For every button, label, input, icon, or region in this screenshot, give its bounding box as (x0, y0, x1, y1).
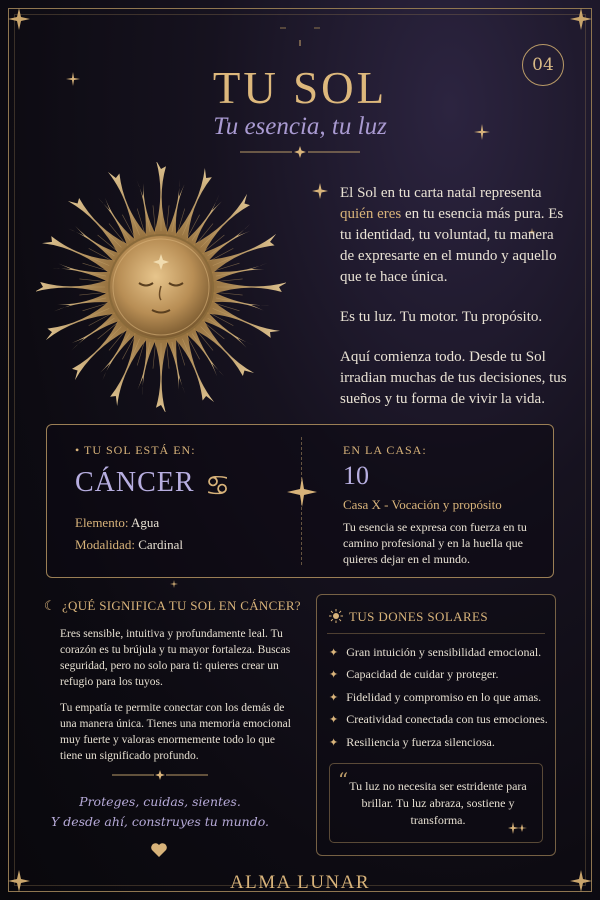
star-ornament-icon (287, 477, 317, 507)
brand-name: ALMA LUNAR (229, 872, 371, 893)
page-number: 04 (532, 55, 554, 75)
divider-ornament (240, 146, 360, 158)
gifts-list (329, 641, 549, 754)
star-bullet-icon: ✦ (329, 645, 339, 659)
sun-icon (329, 609, 343, 623)
sun-sign-label: • TU SOL ESTÁ EN: (75, 443, 196, 457)
crescent-moon-icon (280, 10, 320, 46)
intro-paragraph: Aquí comienza todo. Desde tu Sol irradian muchas de tus decisiones, tus sueños y tu forma de vivir la vida. (340, 349, 567, 407)
highlight-text: quién eres (340, 206, 402, 222)
meaning-paragraph: Tu empatía te permite conectar con los demás de una manera única. Tienes una memoria emocional muy fuerte y valoras enormemente todo lo que tiene un significado profundo. (60, 702, 291, 762)
star-bullet-icon: ✦ (329, 668, 339, 682)
meaning-quote: Proteges, cuidas, sientes. Y desde ahí, construyes tu mundo. (50, 794, 270, 829)
list-item: ✦ Creatividad conectada con tus emociones. (329, 712, 548, 727)
solar-gifts-card (316, 594, 556, 856)
crescent-moon-icon: ☾ (44, 599, 56, 614)
star-bullet-icon: ✦ (329, 713, 339, 727)
quote-mark-icon: “ (338, 768, 349, 792)
zodiac-sign-name: CÁNCER (75, 467, 195, 498)
modality-attribute: Modalidad: Cardinal (75, 537, 183, 552)
divider (327, 633, 545, 634)
list-item: ✦ Capacidad de cuidar y proteger. (329, 667, 499, 682)
heart-icon (150, 842, 168, 858)
star-bullet-icon (312, 183, 328, 199)
sparkle-icon (508, 822, 528, 834)
list-item: ✦ Gran intuición y sensibilidad emocional. (329, 644, 542, 659)
meaning-paragraph: Eres sensible, intuitiva y profundamente leal. Tu corazón es tu brújula y tu mayor fortaleza. Buscas seguridad, pero no solo para ti: quieres crear un refugio para los tuyos. (60, 628, 291, 688)
star-bullet-icon: ✦ (329, 690, 339, 704)
page-subtitle: Tu esencia, tu luz (213, 113, 387, 140)
gifts-heading: TUS DONES SOLARES (329, 609, 488, 625)
sparkle-icon (170, 580, 178, 588)
house-number: 10 (343, 461, 369, 490)
divider-ornament (112, 770, 208, 780)
intro-text (340, 183, 570, 429)
list-item: ✦ Resiliencia y fuerza silenciosa. (329, 734, 495, 749)
house-subtitle: Casa X - Vocación y propósito (343, 497, 502, 512)
quote-text: Tu luz no necesita ser estridente para brillar. Tu luz abraza, sostiene y transforma. (349, 779, 527, 827)
meaning-body (60, 626, 292, 774)
intro-paragraph: Es tu luz. Tu motor. Tu propósito. (340, 309, 543, 325)
corner-star-icon (568, 6, 594, 32)
meaning-heading: ☾ ¿QUÉ SIGNIFICA TU SOL EN CÁNCER? (44, 598, 301, 614)
house-label: EN LA CASA: (343, 443, 427, 457)
star-bullet-icon: ✦ (329, 735, 339, 749)
element-attribute: Elemento: Agua (75, 515, 160, 530)
sun-sign-info-card (46, 424, 554, 578)
quote-card (329, 763, 543, 843)
sun-face-illustration (36, 162, 286, 412)
page-title: TU SOL (212, 63, 388, 113)
intro-paragraph: El Sol en tu carta natal representa quién eres en tu esencia más pura. Es tu identidad, tu voluntad, tu manera de expresarte en el mundo y aquello que te hace única. (340, 185, 564, 285)
list-item: ✦ Fidelidad y compromiso en lo que amas. (329, 689, 542, 704)
house-description: Tu esencia se expresa con fuerza en tu camino profesional y en la huella que quieres dejar en el mundo. (343, 520, 527, 566)
cancer-glyph-icon: ♋ (205, 469, 231, 502)
corner-star-icon (6, 6, 32, 32)
